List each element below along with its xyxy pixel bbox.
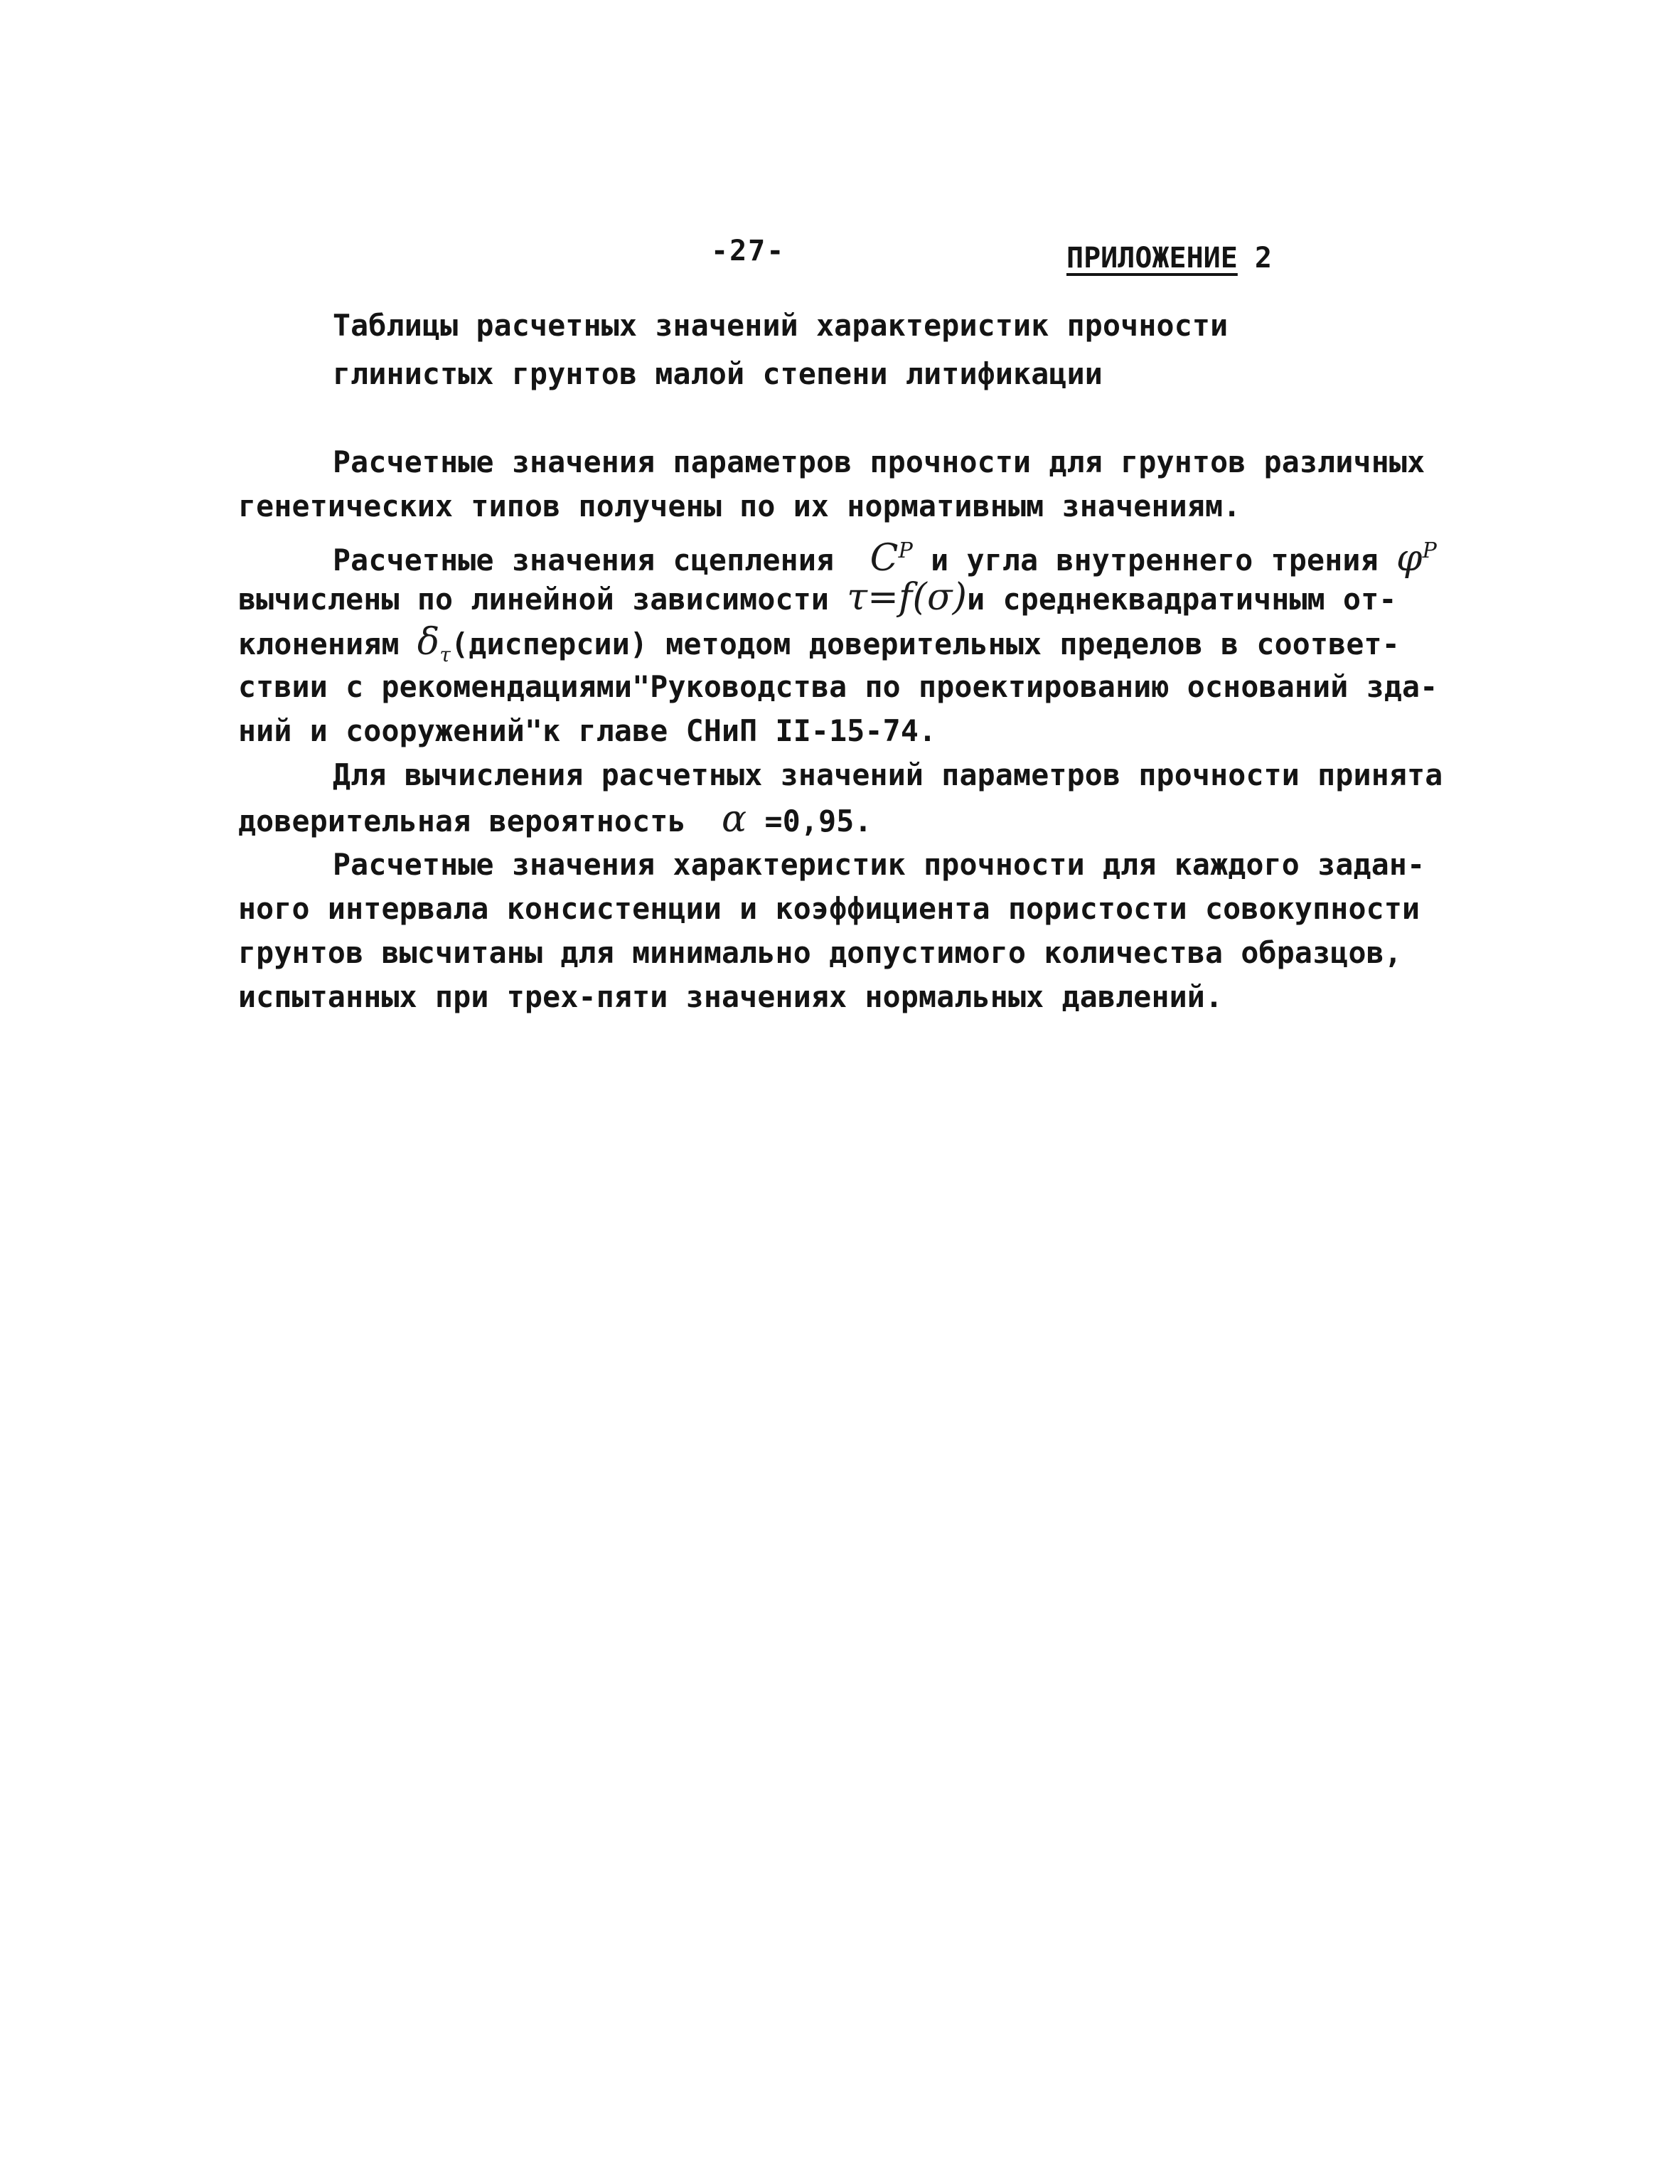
paragraph-2-line-2-text-a: вычислены по линейной зависимости bbox=[238, 582, 830, 617]
paragraph-2-line-2 bbox=[238, 576, 1397, 621]
paragraph-2-line-1-text-a: Расчетные значения сцепления bbox=[333, 543, 835, 577]
cohesion-symbol: $C^P$ bbox=[870, 537, 913, 580]
appendix-label bbox=[1066, 242, 1272, 275]
paragraph-3-line-2 bbox=[238, 798, 872, 843]
paragraph-2-line-5: ний и сооружений"к главе СНиП II-15-74. bbox=[238, 713, 937, 748]
paragraph-2-line-4: ствии с рекомендациями"Руководства по проектированию оснований зда- bbox=[238, 669, 1438, 704]
paragraph-4-line-3: грунтов высчитаны для минимально допустимого количества образцов, bbox=[238, 935, 1403, 970]
paragraph-3-line-1: Для вычисления расчетных значений параметров прочности принята bbox=[333, 757, 1443, 792]
friction-angle-symbol: $\varphi^P$ bbox=[1396, 537, 1437, 580]
appendix-word: ПРИЛОЖЕНИЕ bbox=[1066, 242, 1238, 275]
paragraph-3-line-2-text-b: =0,95. bbox=[764, 804, 872, 838]
shear-function-formula: τ=f(σ) bbox=[847, 576, 968, 619]
confidence-alpha-symbol: α bbox=[722, 798, 747, 841]
paragraph-2-line-1 bbox=[333, 530, 1437, 582]
paragraph-2-line-3-text-b: (дисперсии) методом доверительных пределов в соответ- bbox=[451, 627, 1400, 661]
paragraph-1-line-1: Расчетные значения параметров прочности для грунтов различных bbox=[333, 444, 1425, 479]
paragraph-3-line-2-text-a: доверительная вероятность bbox=[238, 804, 686, 838]
page-number: -27- bbox=[711, 235, 786, 267]
deviation-symbol: $\delta_\tau$ bbox=[417, 621, 451, 666]
title-line-1: Таблицы расчетных значений характеристик прочности bbox=[333, 308, 1229, 343]
paragraph-2-line-3-text-a: клонениям bbox=[238, 627, 400, 661]
appendix-number: 2 bbox=[1254, 242, 1273, 275]
paragraph-1-line-2: генетических типов получены по их нормативным значениям. bbox=[238, 489, 1241, 523]
paragraph-2-line-2-text-b: и среднеквадратичным от- bbox=[967, 582, 1397, 617]
paragraph-4-line-1: Расчетные значения характеристик прочности для каждого задан- bbox=[333, 847, 1425, 882]
paragraph-4-line-4: испытанных при трех-пяти значениях нормальных давлений. bbox=[238, 979, 1224, 1014]
title-line-2: глинистых грунтов малой степени литификации bbox=[333, 356, 1103, 391]
paragraph-4-line-2: ного интервала консистенции и коэффициента пористости совокупности bbox=[238, 891, 1420, 926]
paragraph-2-line-1-text-b: и угла внутреннего трения bbox=[931, 543, 1379, 577]
